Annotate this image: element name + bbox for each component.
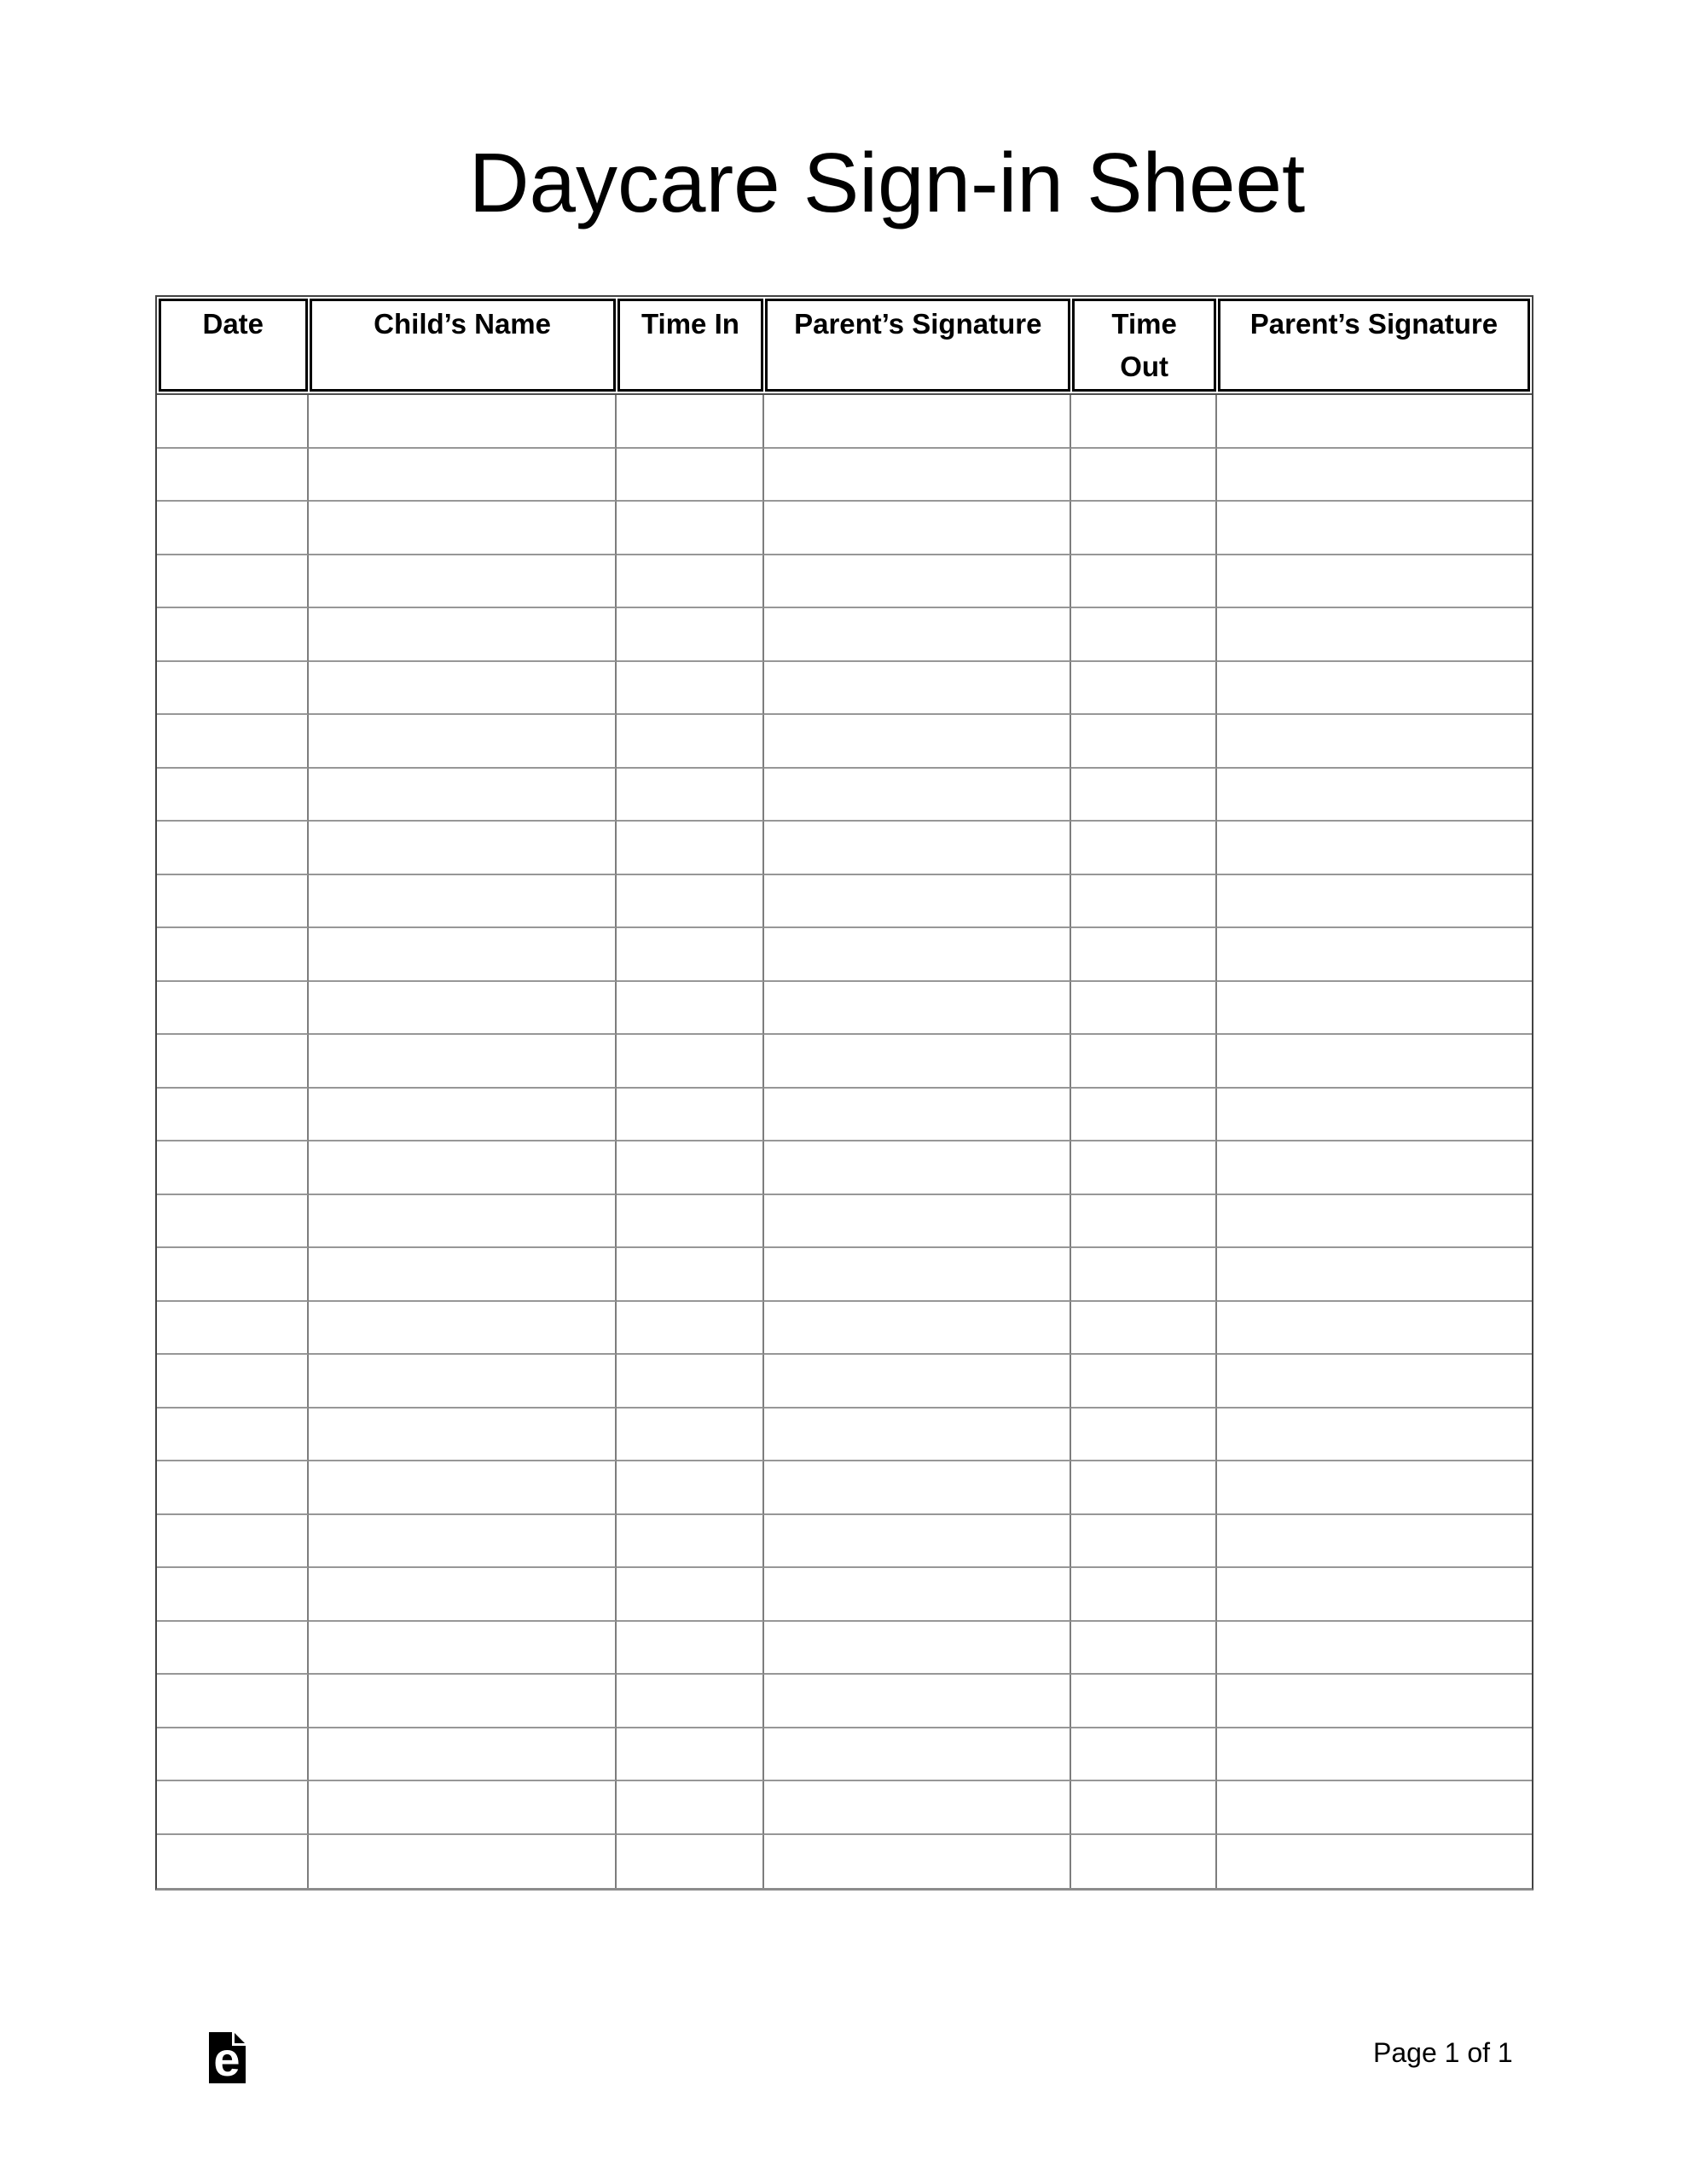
table-cell bbox=[1071, 1461, 1217, 1515]
table-header-row bbox=[157, 297, 1532, 395]
table-cell bbox=[617, 769, 765, 822]
table-cell bbox=[1217, 1568, 1532, 1622]
table-cell bbox=[764, 395, 1071, 449]
table-cell bbox=[1217, 928, 1532, 982]
table-cell bbox=[157, 928, 309, 982]
table-cell bbox=[157, 1461, 309, 1515]
column-header-child-s-name: Child’s Name bbox=[310, 299, 616, 392]
table-cell bbox=[764, 1409, 1071, 1462]
table-cell bbox=[1071, 769, 1217, 822]
table-cell bbox=[764, 1622, 1071, 1676]
table-cell bbox=[617, 1409, 765, 1462]
table-cell bbox=[764, 1568, 1071, 1622]
table-cell bbox=[157, 1141, 309, 1195]
table-cell bbox=[157, 1568, 309, 1622]
table-cell bbox=[617, 555, 765, 609]
table-cell bbox=[764, 822, 1071, 875]
column-header-date: Date bbox=[159, 299, 308, 392]
table-cell bbox=[617, 608, 765, 662]
table-cell bbox=[617, 1675, 765, 1728]
table-cell bbox=[1071, 1622, 1217, 1676]
table-cell bbox=[1217, 1781, 1532, 1835]
table-cell bbox=[157, 822, 309, 875]
table-cell bbox=[617, 1515, 765, 1569]
table-cell bbox=[1071, 1835, 1217, 1889]
table-cell bbox=[157, 395, 309, 449]
table-cell bbox=[309, 1089, 617, 1142]
table-cell bbox=[157, 662, 309, 716]
table-cell bbox=[764, 1728, 1071, 1782]
table-cell bbox=[157, 1035, 309, 1089]
table-cell bbox=[1071, 608, 1217, 662]
table-cell bbox=[1071, 1728, 1217, 1782]
table-cell bbox=[764, 1675, 1071, 1728]
table-cell bbox=[617, 875, 765, 929]
table-cell bbox=[309, 1515, 617, 1569]
table-cell bbox=[1217, 1195, 1532, 1249]
table-cell bbox=[764, 982, 1071, 1036]
table-cell bbox=[309, 662, 617, 716]
table-cell bbox=[157, 1302, 309, 1356]
table-cell bbox=[157, 555, 309, 609]
table-cell bbox=[1071, 1141, 1217, 1195]
table-cell bbox=[1071, 1035, 1217, 1089]
table-cell bbox=[157, 1089, 309, 1142]
document-title: Daycare Sign-in Sheet bbox=[468, 136, 1306, 229]
table-cell bbox=[157, 1248, 309, 1302]
table-cell bbox=[617, 1568, 765, 1622]
table-cell bbox=[764, 1141, 1071, 1195]
table-cell bbox=[617, 715, 765, 769]
table-cell bbox=[764, 555, 1071, 609]
table-cell bbox=[1071, 1089, 1217, 1142]
table-cell bbox=[157, 1835, 309, 1889]
table-cell bbox=[764, 1835, 1071, 1889]
table-cell bbox=[309, 982, 617, 1036]
table-cell bbox=[157, 875, 309, 929]
table-cell bbox=[309, 1302, 617, 1356]
table-cell bbox=[1071, 928, 1217, 982]
table-cell bbox=[1217, 1248, 1532, 1302]
table-cell bbox=[1217, 608, 1532, 662]
table-cell bbox=[764, 928, 1071, 982]
table-cell bbox=[617, 1035, 765, 1089]
table-cell bbox=[764, 1035, 1071, 1089]
table-cell bbox=[157, 1781, 309, 1835]
table-cell bbox=[309, 1461, 617, 1515]
table-cell bbox=[764, 1248, 1071, 1302]
table-cell bbox=[1071, 395, 1217, 449]
table-cell bbox=[1071, 1568, 1217, 1622]
table-cell bbox=[617, 1728, 765, 1782]
table-cell bbox=[309, 1622, 617, 1676]
table-cell bbox=[157, 1195, 309, 1249]
table-cell bbox=[617, 449, 765, 502]
table-cell bbox=[617, 822, 765, 875]
table-cell bbox=[764, 449, 1071, 502]
table-cell bbox=[1217, 715, 1532, 769]
table-cell bbox=[309, 1835, 617, 1889]
table-cell bbox=[309, 875, 617, 929]
table-cell bbox=[1217, 662, 1532, 716]
table-cell bbox=[1071, 1302, 1217, 1356]
table-cell bbox=[1071, 1781, 1217, 1835]
table-cell bbox=[1071, 502, 1217, 555]
table-cell bbox=[617, 1781, 765, 1835]
table-cell bbox=[309, 1035, 617, 1089]
table-cell bbox=[1217, 1675, 1532, 1728]
table-cell bbox=[1071, 662, 1217, 716]
table-cell bbox=[309, 449, 617, 502]
table-cell bbox=[764, 1195, 1071, 1249]
table-cell bbox=[309, 1568, 617, 1622]
table-cell bbox=[1217, 502, 1532, 555]
table-cell bbox=[309, 502, 617, 555]
table-cell bbox=[1071, 1355, 1217, 1409]
table-cell bbox=[617, 662, 765, 716]
table-cell bbox=[617, 1195, 765, 1249]
table-cell bbox=[309, 1675, 617, 1728]
table-cell bbox=[617, 1141, 765, 1195]
table-cell bbox=[309, 1248, 617, 1302]
table-cell bbox=[1071, 982, 1217, 1036]
table-cell bbox=[617, 1089, 765, 1142]
table-cell bbox=[764, 1302, 1071, 1356]
table-cell bbox=[157, 502, 309, 555]
table-cell bbox=[764, 1515, 1071, 1569]
table-cell bbox=[1217, 395, 1532, 449]
table-cell bbox=[1217, 1355, 1532, 1409]
table-cell bbox=[1217, 875, 1532, 929]
table-cell bbox=[309, 555, 617, 609]
table-cell bbox=[1217, 1461, 1532, 1515]
table-cell bbox=[1217, 1728, 1532, 1782]
table-cell bbox=[157, 1355, 309, 1409]
table-cell bbox=[617, 1355, 765, 1409]
column-header-parent-s-signature: Parent’s Signature bbox=[1218, 299, 1530, 392]
table-cell bbox=[1071, 1675, 1217, 1728]
page-number: Page 1 of 1 bbox=[1373, 2037, 1513, 2068]
table-cell bbox=[617, 1461, 765, 1515]
eforms-logo-icon bbox=[209, 2032, 246, 2083]
table-cell bbox=[617, 928, 765, 982]
table-cell bbox=[309, 928, 617, 982]
table-cell bbox=[617, 1302, 765, 1356]
table-cell bbox=[157, 1409, 309, 1462]
table-cell bbox=[1217, 822, 1532, 875]
table-cell bbox=[617, 1248, 765, 1302]
table-cell bbox=[764, 875, 1071, 929]
table-cell bbox=[309, 1195, 617, 1249]
table-cell bbox=[1217, 449, 1532, 502]
table-cell bbox=[1217, 1302, 1532, 1356]
table-cell bbox=[1217, 1835, 1532, 1889]
table-body bbox=[157, 395, 1532, 1888]
table-cell bbox=[764, 715, 1071, 769]
table-cell bbox=[309, 1355, 617, 1409]
table-cell bbox=[1217, 1035, 1532, 1089]
table-cell bbox=[157, 769, 309, 822]
table-cell bbox=[157, 982, 309, 1036]
table-cell bbox=[1071, 822, 1217, 875]
table-cell bbox=[309, 1141, 617, 1195]
table-cell bbox=[157, 1515, 309, 1569]
table-cell bbox=[1217, 1515, 1532, 1569]
table-cell bbox=[1217, 1141, 1532, 1195]
table-cell bbox=[1071, 1195, 1217, 1249]
table-cell bbox=[1071, 1515, 1217, 1569]
table-cell bbox=[157, 1728, 309, 1782]
table-cell bbox=[157, 715, 309, 769]
table-cell bbox=[1071, 1409, 1217, 1462]
table-cell bbox=[617, 502, 765, 555]
table-cell bbox=[764, 1089, 1071, 1142]
logo-letter: e bbox=[213, 2032, 241, 2083]
table-cell bbox=[764, 502, 1071, 555]
table-cell bbox=[1217, 1622, 1532, 1676]
table-cell bbox=[1071, 1248, 1217, 1302]
table-cell bbox=[764, 662, 1071, 716]
table-cell bbox=[1071, 875, 1217, 929]
table-cell bbox=[309, 1781, 617, 1835]
table-cell bbox=[617, 1835, 765, 1889]
table-cell bbox=[157, 1675, 309, 1728]
table-cell bbox=[309, 608, 617, 662]
column-header-time-in: Time In bbox=[617, 299, 764, 392]
table-cell bbox=[1217, 1089, 1532, 1142]
table-cell bbox=[157, 608, 309, 662]
table-cell bbox=[309, 1409, 617, 1462]
table-cell bbox=[617, 395, 765, 449]
table-cell bbox=[764, 769, 1071, 822]
table-cell bbox=[157, 1622, 309, 1676]
table-cell bbox=[617, 982, 765, 1036]
table-cell bbox=[1071, 555, 1217, 609]
column-header-parent-s-signature: Parent’s Signature bbox=[765, 299, 1070, 392]
table-cell bbox=[764, 1781, 1071, 1835]
table-cell bbox=[617, 1622, 765, 1676]
table-cell bbox=[1217, 769, 1532, 822]
table-cell bbox=[157, 449, 309, 502]
table-cell bbox=[1071, 449, 1217, 502]
table-cell bbox=[764, 1461, 1071, 1515]
column-header-time-out: Time Out bbox=[1072, 299, 1216, 392]
signin-table bbox=[155, 295, 1533, 1891]
table-cell bbox=[309, 769, 617, 822]
table-cell bbox=[1217, 1409, 1532, 1462]
table-cell bbox=[1217, 982, 1532, 1036]
table-cell bbox=[1217, 555, 1532, 609]
table-cell bbox=[309, 822, 617, 875]
table-cell bbox=[309, 715, 617, 769]
table-cell bbox=[1071, 715, 1217, 769]
table-cell bbox=[309, 395, 617, 449]
table-cell bbox=[764, 608, 1071, 662]
table-cell bbox=[764, 1355, 1071, 1409]
table-cell bbox=[309, 1728, 617, 1782]
